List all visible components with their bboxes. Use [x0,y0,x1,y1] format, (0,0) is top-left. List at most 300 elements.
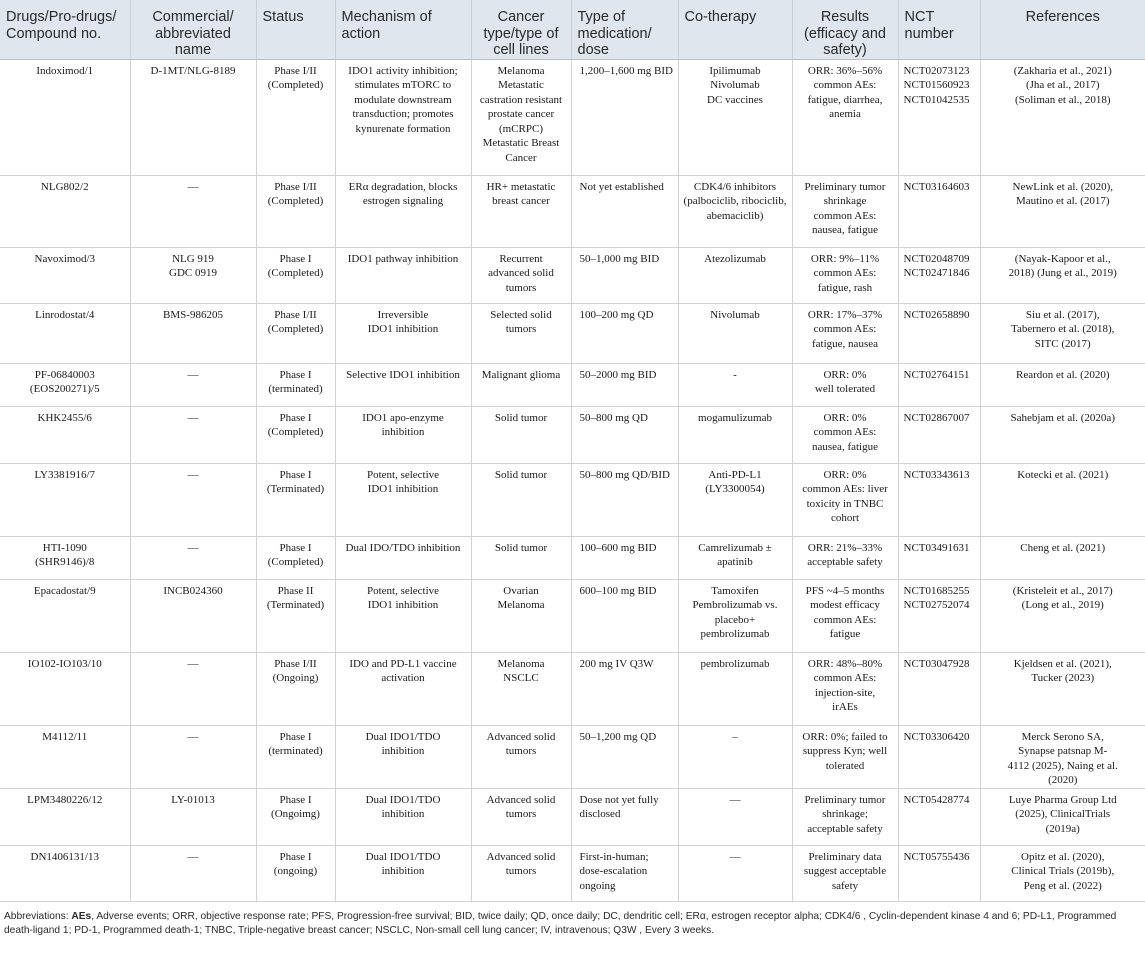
cell-nct-number [898,579,980,652]
cell-results [792,463,898,536]
cell-mechanism [335,59,471,175]
cell-text-line: common AEs: [813,613,877,626]
cell-references [980,59,1145,175]
header-mechanism: Mechanism of action [335,0,471,59]
cell-text-line: Potent, selective [366,584,440,597]
cell-drug [0,363,130,406]
cell-text-line: Selected solid [490,308,552,321]
cell-text-line: LY-01013 [171,793,215,806]
cell-text-line: tumors [505,865,537,877]
cell-co-therapy [678,247,792,303]
footnote-bold-term: AEs [71,910,92,922]
cell-text-line: IO102-IO103/10 [27,657,102,670]
cell-text-line: ongoing [579,879,616,892]
cell-co-therapy [678,579,792,652]
cell-text-line: pembrolizumab [700,657,770,670]
cell-commercial-name [130,579,256,652]
cell-status [256,175,335,247]
cell-text-line: NCT02471846 [903,267,970,279]
cell-text-line: NCT01560923 [903,79,970,91]
cell-text-line: 50–1,200 mg QD [579,730,657,743]
cell-mechanism [335,463,471,536]
cell-text-line: 200 mg IV Q3W [579,657,654,670]
cell-text-line: ORR: 17%–37% [807,308,883,321]
table-header [0,0,1145,59]
table-body [0,59,1145,901]
cell-nct-number [898,59,980,175]
cell-text-line: Cancer [505,151,537,164]
cell-text-line: prostate cancer [487,108,555,120]
cell-text-line: Kotecki et al. (2021) [1017,468,1109,481]
cell-text-line: IDO1 apo-enzyme [362,411,444,424]
cell-mechanism [335,363,471,406]
cell-nct-number [898,845,980,901]
cell-commercial-name [130,463,256,536]
cell-text-line: tumors [505,745,537,757]
cell-co-therapy [678,652,792,725]
cell-text-line: (palbociclib, ribociclib, [683,195,787,207]
cell-text-line: Phase I/II [274,657,317,670]
cell-text-line: HR+ metastatic [486,180,556,193]
cell-text-line: — [187,468,199,481]
cell-cancer-type [471,652,571,725]
cell-text-line: — [187,411,199,424]
header-cancer-type: Cancer type/type of cell lines [471,0,571,59]
cell-text-line: — [187,180,199,193]
cell-text-line: Merck Serono SA, [1021,730,1104,743]
table-row [0,788,1145,845]
cell-results [792,788,898,845]
cell-co-therapy [678,303,792,363]
cell-references [980,463,1145,536]
cell-text-line: (Completed) [267,323,324,335]
header-co-therapy: Co-therapy [678,0,792,59]
cell-text-line: — [187,730,199,743]
cell-text-line: NCT01042535 [903,93,970,106]
cell-text-line: (Ongoimg) [271,808,320,820]
cell-text-line: toxicity in TNBC [806,497,884,510]
cell-commercial-name [130,59,256,175]
cell-text-line: nausea, fatigue [812,440,878,453]
cell-text-line: Linrodostat/4 [35,308,95,321]
cell-commercial-name [130,845,256,901]
cell-text-line: nausea, fatigue [812,224,878,236]
cell-text-line: 600–100 mg BID [579,584,657,597]
cell-text-line: kynurenate formation [355,122,451,135]
cell-text-line: NSCLC [503,672,539,684]
cell-text-line: well tolerated [814,383,876,395]
cell-text-line: LPM3480226/12 [27,793,103,806]
cell-results [792,725,898,788]
cell-dose [571,175,678,247]
cell-text-line: Phase I [279,850,312,863]
cell-text-line: stimulates mTORC to [354,79,452,91]
cell-drug [0,536,130,579]
cell-text-line: Tamoxifen [711,584,759,597]
cell-text-line: Synapse patsnap M- [1018,745,1108,757]
cell-text-line: common AEs: [813,267,877,279]
cell-references [980,303,1145,363]
cell-text-line: activation [381,672,425,684]
cell-dose [571,463,678,536]
cell-text-line: disclosed [579,808,621,820]
cell-text-line: — [187,368,199,381]
cell-text-line: common AEs: [813,209,877,222]
cell-text-line: fatigue, rash [817,281,873,294]
cell-text-line: Reardon et al. (2020) [1016,368,1110,381]
cell-mechanism [335,845,471,901]
cell-text-line: injection-site, [814,686,876,699]
cell-commercial-name [130,247,256,303]
cell-text-line: Phase I/II [274,308,317,321]
cell-drug [0,845,130,901]
cell-text-line: common AEs: [813,426,877,438]
cell-text-line: Metastatic [498,79,544,91]
cell-text-line: acceptable safety [807,556,883,568]
cell-text-line: Opitz et al. (2020), [1021,850,1105,863]
cell-text-line: acceptable safety [807,822,883,835]
cell-text-line: ORR: 36%–56% [807,64,883,77]
cell-text-line: mogamulizumab [698,411,772,424]
cell-text-line: 100–200 mg QD [579,308,654,321]
cell-text-line: KHK2455/6 [37,411,92,424]
cell-text-line: NCT03343613 [903,468,970,481]
cell-commercial-name [130,652,256,725]
cell-text-line: D-1MT/NLG-8189 [150,64,236,77]
cell-text-line: NCT05755436 [903,850,970,863]
cell-text-line: 2018) (Jung et al., 2019) [1008,267,1117,279]
cell-nct-number [898,247,980,303]
table-row [0,463,1145,536]
cell-cancer-type [471,536,571,579]
header-nct-number: NCT number [898,0,980,59]
cell-status [256,247,335,303]
cell-text-line: common AEs: [813,79,877,91]
cell-text-line: Siu et al. (2017), [1025,308,1100,321]
cell-text-line: Metastatic Breast [482,137,560,149]
cell-text-line: suggest acceptable [803,865,887,877]
cell-text-line: 50–2000 mg BID [579,368,657,381]
cell-text-line: common AEs: liver [802,483,888,495]
cell-text-line: IDO and PD-L1 vaccine [349,657,457,670]
cell-results [792,363,898,406]
cell-text-line: common AEs: [813,323,877,335]
header-results: Results (efficacy and safety) [792,0,898,59]
cell-commercial-name [130,406,256,463]
cell-text-line: common AEs: [813,672,877,684]
cell-results [792,247,898,303]
table-row [0,363,1145,406]
table-footnote [0,902,1145,938]
cell-text-line: Anti-PD-L1 [708,468,762,481]
cell-nct-number [898,652,980,725]
cell-text-line: DN1406131/13 [30,850,99,863]
cell-status [256,303,335,363]
cell-dose [571,247,678,303]
cell-co-therapy [678,725,792,788]
cell-text-line: — [187,657,199,670]
header-commercial-name: Commercial/ abbreviated name [130,0,256,59]
cell-drug [0,788,130,845]
cell-co-therapy [678,406,792,463]
cell-status [256,59,335,175]
cell-nct-number [898,303,980,363]
cell-text-line: ERα degradation, blocks [348,180,458,193]
cell-text-line: Mautino et al. (2017) [1016,195,1110,207]
cell-text-line: IDO1 pathway inhibition [347,252,459,265]
cell-text-line: cohort [830,512,860,524]
cell-text-line: ORR: 9%–11% [810,252,880,265]
cell-nct-number [898,463,980,536]
cell-co-therapy [678,59,792,175]
cell-text-line: (terminated) [268,383,323,395]
cell-results [792,59,898,175]
cell-cancer-type [471,363,571,406]
cell-references [980,579,1145,652]
cell-text-line: — [729,850,741,863]
cell-text-line: Advanced solid [486,730,556,743]
table-row [0,303,1145,363]
cell-text-line: (Terminated) [266,599,325,611]
cell-text-line: modest efficacy [810,599,880,611]
cell-dose [571,59,678,175]
table-row [0,247,1145,303]
cell-text-line: (Completed) [267,79,324,91]
cell-co-therapy [678,463,792,536]
cell-status [256,536,335,579]
cell-results [792,652,898,725]
cell-text-line: inhibition [381,808,425,820]
cell-text-line: (Terminated) [266,483,325,495]
cell-text-line: (EOS200271)/5 [29,383,100,395]
cell-text-line: LY3381916/7 [34,468,96,481]
cell-cancer-type [471,247,571,303]
cell-text-line: INCB024360 [163,584,223,597]
cell-mechanism [335,652,471,725]
cell-text-line: (2019a) [1045,822,1080,835]
cell-text-line: Kjeldsen et al. (2021), [1013,657,1112,670]
cell-text-line: NCT05428774 [903,793,970,806]
cell-cancer-type [471,788,571,845]
cell-status [256,363,335,406]
cell-text-line: IDO1 activity inhibition; [348,64,458,77]
cell-text-line: Ovarian [503,584,539,597]
cell-text-line: Phase I/II [274,180,317,193]
cell-results [792,175,898,247]
cell-dose [571,652,678,725]
cell-text-line: Potent, selective [366,468,440,481]
cell-co-therapy [678,536,792,579]
cell-text-line: Navoximod/3 [34,252,95,265]
cell-mechanism [335,303,471,363]
cell-text-line: Peng et al. (2022) [1023,879,1102,892]
cell-mechanism [335,536,471,579]
cell-text-line: irAEs [832,701,858,713]
cell-text-line: (Jha et al., 2017) [1025,79,1100,91]
cell-text-line: Phase I [279,252,312,265]
cell-text-line: Irreversible [377,308,429,321]
cell-drug [0,406,130,463]
cell-text-line: ORR: 0% [823,468,867,481]
cell-results [792,536,898,579]
footnote-prefix: Abbreviations: [4,910,72,922]
cell-cancer-type [471,463,571,536]
cell-text-line: Dual IDO/TDO inhibition [345,541,461,554]
cell-references [980,788,1145,845]
cell-cancer-type [471,303,571,363]
cell-text-line: modulate downstream [354,93,452,106]
cell-mechanism [335,725,471,788]
cell-text-line: DC vaccines [707,93,763,106]
cell-text-line: 50–800 mg QD [579,411,648,424]
cell-drug [0,303,130,363]
cell-text-line: safety [831,879,859,892]
cell-text-line: Dual IDO1/TDO [365,793,441,806]
cell-drug [0,247,130,303]
cell-text-line: (ongoing) [273,865,318,877]
cell-text-line: NCT02073123 [903,64,970,77]
cell-text-line: NLG 919 [172,252,214,265]
table-row [0,579,1145,652]
cell-text-line: Not yet established [579,180,664,193]
cell-references [980,406,1145,463]
cell-text-line: (terminated) [268,745,323,757]
header-medication-dose: Type of medication/ dose [571,0,678,59]
table-row [0,652,1145,725]
cell-text-line: Phase I [279,793,312,806]
cell-text-line: (SHR9146)/8 [35,556,95,568]
cell-text-line: NCT02658890 [903,308,970,321]
cell-mechanism [335,788,471,845]
cell-co-therapy [678,788,792,845]
cell-text-line: Camrelizumab ± [698,541,772,554]
cell-text-line: PFS ~4–5 months [805,584,885,597]
cell-mechanism [335,247,471,303]
cell-text-line: fatigue [829,628,861,640]
cell-text-line: Solid tumor [494,468,548,481]
cell-text-line: abemaciclib) [706,209,764,222]
cell-text-line: ORR: 0% [823,368,867,381]
cell-text-line: transduction; promotes [352,108,454,120]
cell-text-line: Dual IDO1/TDO [365,850,441,863]
cell-commercial-name [130,363,256,406]
cell-text-line: PF-06840003 [34,368,95,381]
cell-text-line: fatigue, nausea [812,337,878,350]
cell-commercial-name [130,303,256,363]
cell-text-line: Advanced solid [486,793,556,806]
cell-text-line: NCT02048709 [903,252,970,265]
cell-drug [0,59,130,175]
cell-references [980,536,1145,579]
cell-text-line: NCT02752074 [903,599,970,611]
cell-text-line: Selective IDO1 inhibition [346,368,460,381]
table-row [0,536,1145,579]
cell-cancer-type [471,725,571,788]
cell-references [980,845,1145,901]
cell-text-line: 100–600 mg BID [579,541,657,554]
cell-text-line: NCT02764151 [903,368,970,381]
table-row [0,406,1145,463]
cell-text-line: (Ongoing) [272,672,319,684]
cell-text-line: advanced solid [488,267,554,279]
cell-text-line: 4112 (2025), Naing et al. [1007,759,1118,772]
cell-cancer-type [471,175,571,247]
table-row [0,725,1145,788]
cell-text-line: 50–1,000 mg BID [579,252,660,265]
cell-text-line: Malignant glioma [481,368,561,381]
cell-nct-number [898,788,980,845]
cell-text-line: Nivolumab [710,79,760,91]
cell-text-line: shrinkage [823,195,867,207]
footnote-text: , Adverse events; ORR, objective response rate; PFS, Progression-free survival; BID, twice daily; QD, once daily; DC, dendritic cell; ERα, estrogen receptor alpha; CDK4/6 , Cyclin-dependent kinase 4 and 6; PD-L1, Programmed death-ligand 1; PD-1, Programmed death-1; TNBC, Triple-negative breast cancer; NSCLC, Non-small cell lung cancer; IV, intravenous; Q3W , Every 3 weeks. [4,910,1117,936]
cell-mechanism [335,406,471,463]
cell-text-line: dose-escalation [579,865,648,877]
cell-text-line: Pembrolizumab vs. [692,599,778,611]
cell-status [256,788,335,845]
cell-results [792,579,898,652]
cell-text-line: (Soliman et al., 2018) [1014,93,1111,106]
cell-text-line: (Kristeleit et al., 2017) [1012,584,1113,597]
cell-text-line: 50–800 mg QD/BID [579,468,670,481]
cell-drug [0,725,130,788]
cell-text-line: Ipilimumab [709,64,761,77]
cell-text-line: ORR: 0%; failed to [802,730,888,743]
cell-text-line: Solid tumor [494,411,548,424]
cell-text-line: Phase I/II [274,64,317,77]
cell-text-line: CDK4/6 inhibitors [693,180,777,193]
cell-text-line: Preliminary tumor [804,180,886,193]
cell-cancer-type [471,845,571,901]
cell-text-line: Clinical Trials (2019b), [1011,865,1115,877]
cell-status [256,845,335,901]
cell-text-line: tumors [505,808,537,820]
cell-text-line: ORR: 21%–33% [807,541,883,554]
cell-text-line: Phase I [279,730,312,743]
cell-text-line: (2020) [1048,774,1078,786]
cell-text-line: Dual IDO1/TDO [365,730,441,743]
cell-text-line: — [729,793,741,806]
cell-text-line: pembrolizumab [700,628,770,640]
cell-text-line: Tabernero et al. (2018), [1011,323,1115,335]
cell-text-line: NewLink et al. (2020), [1012,180,1113,193]
cell-text-line: placebo+ [714,613,756,626]
cell-text-line: SITC (2017) [1034,337,1091,350]
cell-text-line: — [187,850,199,863]
cell-text-line: 1,200–1,600 mg BID [579,64,673,77]
cell-dose [571,788,678,845]
cell-text-line: First-in-human; [579,850,649,863]
cell-dose [571,303,678,363]
cell-dose [571,725,678,788]
cell-text-line: ORR: 48%–80% [807,657,883,670]
cell-nct-number [898,536,980,579]
cell-cancer-type [471,59,571,175]
cell-text-line: ORR: 0% [823,411,867,424]
cell-text-line: Recurrent [499,252,543,265]
cell-text-line: NCT03306420 [903,730,970,743]
cell-status [256,463,335,536]
cell-text-line: (2025), ClinicalTrials [1015,808,1111,820]
cell-text-line: anemia [829,108,861,120]
cell-text-line: (mCRPC) [498,122,543,135]
cell-text-line: BMS-986205 [163,308,223,321]
cell-text-line: Atezolizumab [704,252,766,265]
cell-drug [0,579,130,652]
cell-commercial-name [130,536,256,579]
cell-mechanism [335,175,471,247]
cell-drug [0,463,130,536]
cell-results [792,845,898,901]
